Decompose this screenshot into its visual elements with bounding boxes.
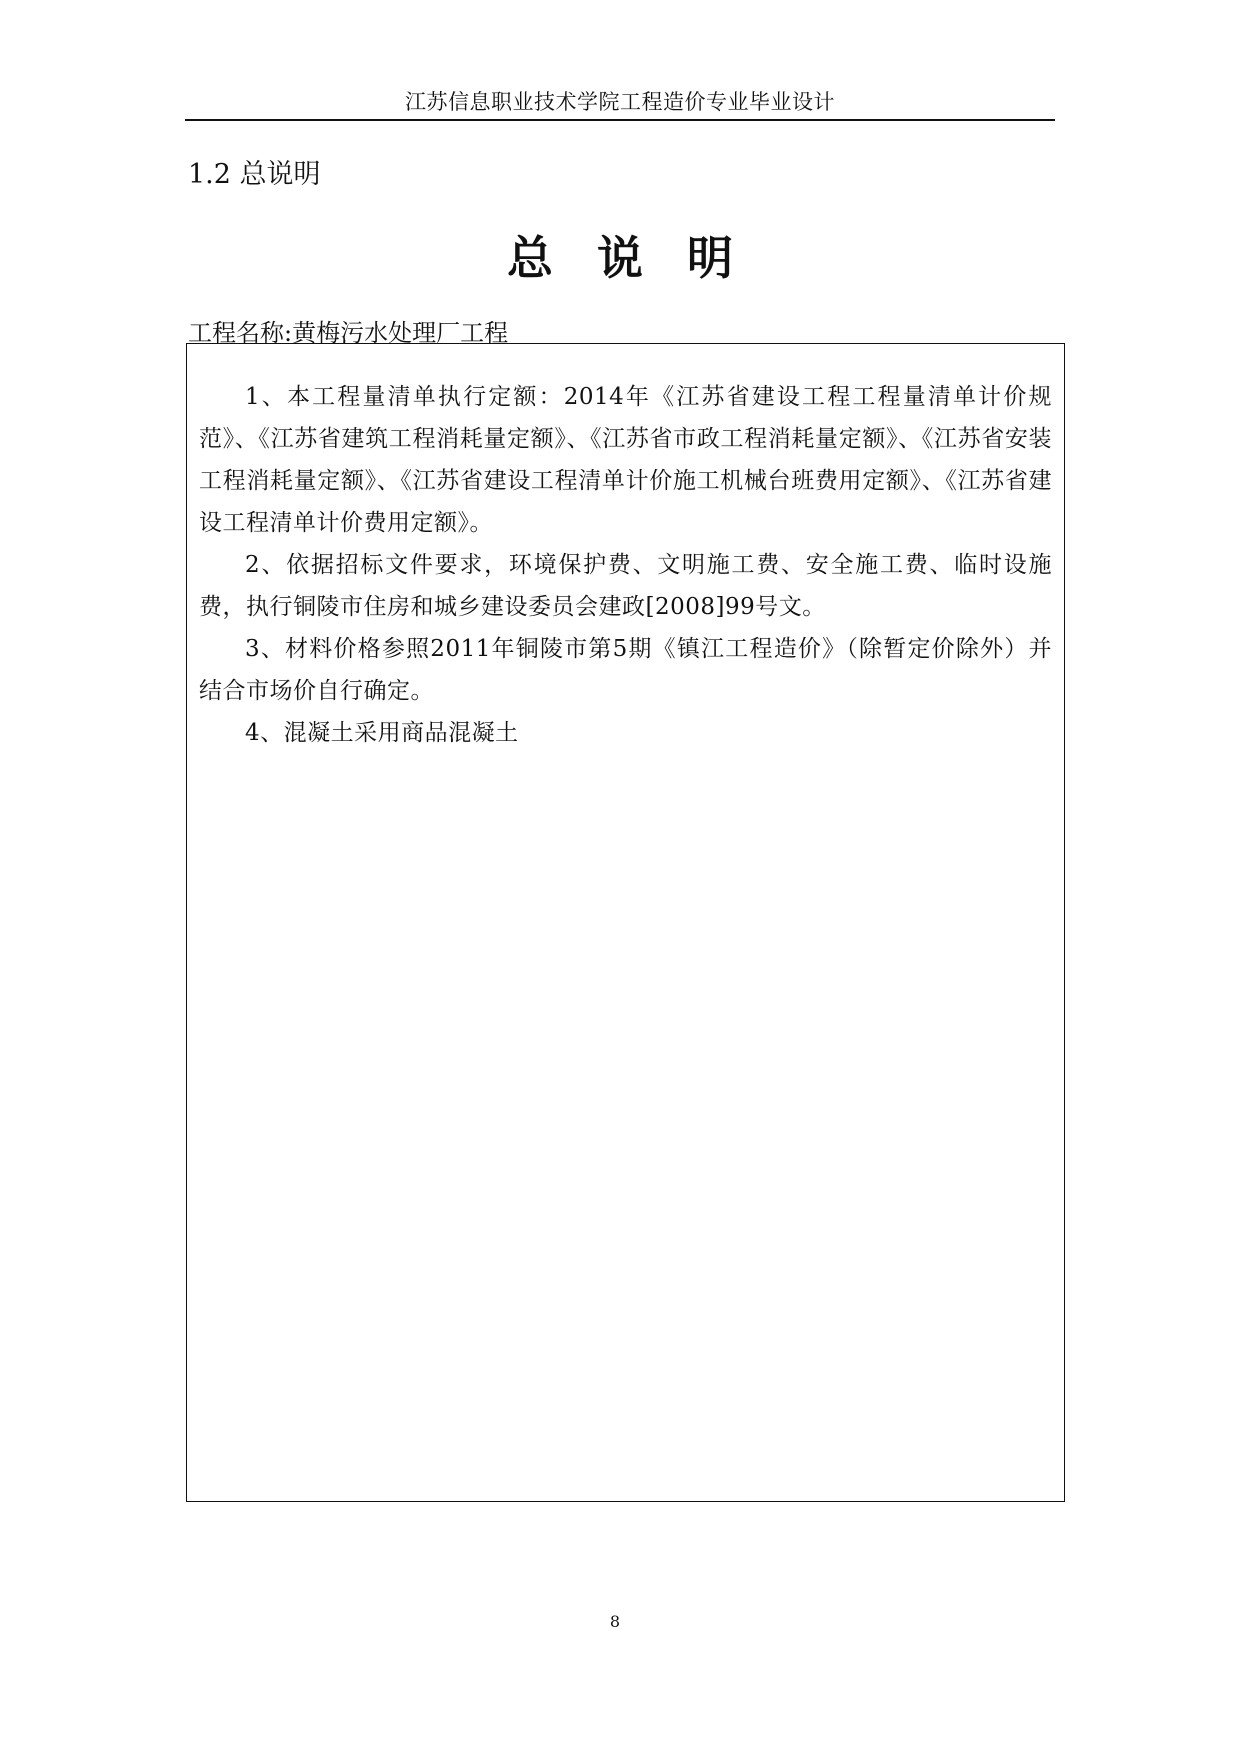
header-divider — [185, 119, 1055, 121]
note-item-4: 4、混凝土采用商品混凝土 — [245, 720, 519, 746]
project-name: 工程名称:黄梅污水处理厂工程 — [188, 319, 509, 347]
notes-box — [186, 343, 1065, 1502]
note-item-1: 1、本工程量清单执行定额：2014年《江苏省建设工程工程量清单计价规范》、《江苏省建筑工程消耗量定额》、《江苏省市政工程消耗量定额》、《江苏省安装工程消耗量定额》、《江苏省建设工程清单计价施工机械台班费用定额》、《江苏省建设工程清单计价费用定额》。 — [199, 384, 1052, 536]
document-title: 总说明 — [507, 231, 777, 285]
section-heading: 1.2 总说明 — [188, 159, 321, 190]
page-number: 8 — [609, 1612, 621, 1631]
note-item-2: 2、依据招标文件要求，环境保护费、文明施工费、安全施工费、临时设施费，执行铜陵市住房和城乡建设委员会建政[2008]99号文。 — [199, 552, 1052, 620]
header-title: 江苏信息职业技术学院工程造价专业毕业设计 — [405, 90, 835, 114]
note-item-3: 3、材料价格参照2011年铜陵市第5期《镇江工程造价》（除暂定价除外）并结合市场价自行确定。 — [199, 636, 1052, 704]
